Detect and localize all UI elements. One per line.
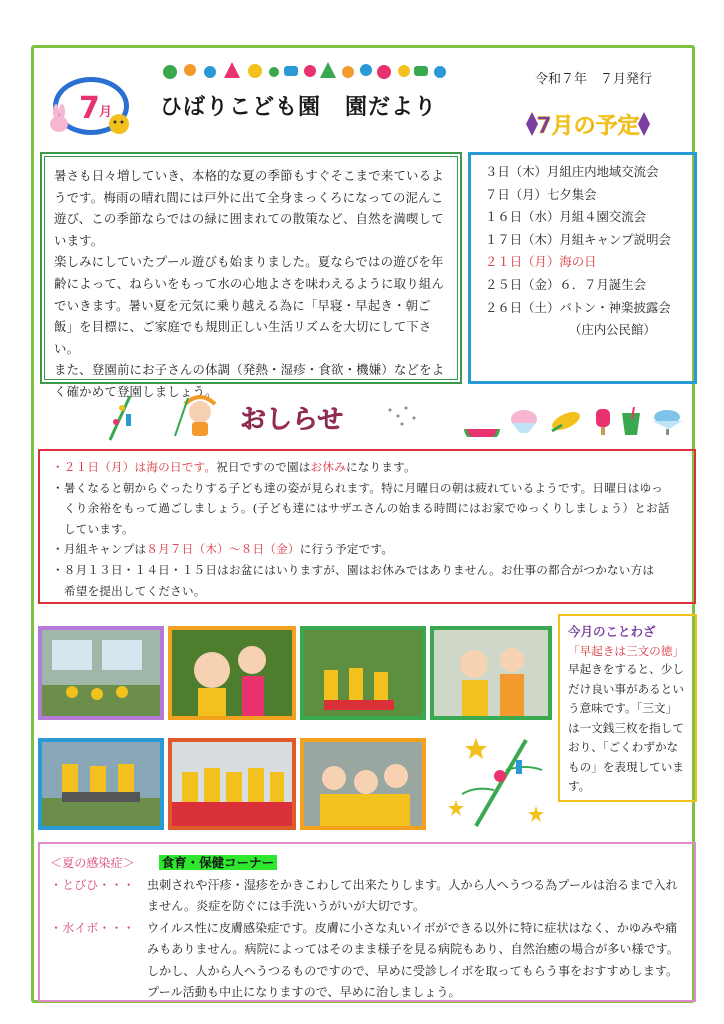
schedule-title-text: 7月の予定 bbox=[536, 114, 640, 139]
proverb-box bbox=[558, 614, 697, 802]
photo-classroom bbox=[38, 626, 164, 720]
popsicle-icon bbox=[596, 409, 610, 435]
notice-text: になります。 bbox=[345, 460, 416, 474]
health-box bbox=[38, 842, 696, 1002]
notice-text: に行う予定です。 bbox=[299, 542, 394, 557]
health-item bbox=[50, 875, 684, 918]
bamboo-icon bbox=[110, 396, 131, 440]
health-heading: ＜夏の感染症＞ bbox=[50, 856, 135, 870]
schedule-item: ３日（木）月組庄内地域交流会 bbox=[485, 164, 659, 179]
proverb-text: 早起きをすると、少しだけ良い事があるという意味です。「三文」は一文銭三枚を指しており、「ごくわずかなもの」を表現しています。 bbox=[568, 662, 684, 793]
notice-line: ・８月１３日・１４日・１５日はお盆にはいりますが、園はお休みではありません。お仕事の都合がつかない方は bbox=[52, 562, 655, 577]
notice-text-red: お休み bbox=[310, 460, 346, 474]
proverb-title: 今月のことわざ bbox=[568, 624, 656, 639]
schedule-item-venue: （庄内公民館） bbox=[569, 322, 656, 338]
tanabata-bamboo bbox=[446, 730, 550, 830]
health-item bbox=[50, 918, 684, 1004]
health-term: ・とびひ・・・ bbox=[50, 877, 135, 892]
photo-outdoor bbox=[300, 626, 426, 720]
watermelon-icon bbox=[494, 770, 506, 782]
notice-text: 祝日ですので園は bbox=[216, 460, 311, 474]
star-icon bbox=[465, 738, 487, 759]
photo-bbq bbox=[38, 738, 164, 830]
schedule-box bbox=[468, 152, 697, 384]
schedule-item: ２５日（金）６．７月誕生会 bbox=[485, 276, 647, 292]
corn-icon bbox=[549, 408, 582, 433]
photo-garden bbox=[168, 626, 296, 720]
health-desc: ウイルス性に皮膚感染症です。皮膚に小さな丸いイボができる以外に特に症状はなく、かゆみや痛みもありません。病院によってはそのまま様子を見る病院もあり、自然治癒の場合が多い様です。しかし、人から人へうつるものですので、早めに受診しイボを取ってもらう事をおすすめします。プール活動も中止になりますので、早めに治しましょう。 bbox=[147, 920, 679, 999]
sundae-icon bbox=[652, 410, 682, 435]
health-corner-label: 食育・保健コーナー bbox=[159, 855, 278, 870]
schedule-item: １６日（水）月組４園交流会 bbox=[485, 209, 647, 225]
health-term: ・水イボ・・・ bbox=[50, 920, 135, 935]
wish-paper-icon bbox=[516, 760, 522, 774]
photo-class bbox=[300, 738, 426, 830]
watermelon-icon bbox=[464, 429, 500, 437]
notice-box bbox=[38, 449, 696, 604]
month-badge bbox=[47, 72, 131, 142]
schedule-title bbox=[522, 104, 654, 144]
photo-cooking bbox=[430, 626, 552, 720]
summer-deco-row bbox=[160, 58, 450, 84]
notice-line: しています。 bbox=[64, 521, 134, 536]
newsletter-title bbox=[160, 90, 437, 121]
intro-paragraph: 楽しみにしていたプール遊びも始まりました。夏ならではの遊びを年齢によって、ねらいをもって水の心地よさを味わえるように取り組んでいきます。暑い夏を元気に乗り越える為に「早寝・早起き・朝ご飯」を目標に、ご家庭でも規則正しい生活リズムを大切にして下さい。 bbox=[54, 254, 445, 356]
drink-icon bbox=[622, 407, 640, 435]
notice-text: ・月組キャンプは bbox=[52, 542, 147, 557]
notice-heading-text: おしらせ bbox=[240, 405, 344, 435]
child-icon bbox=[175, 397, 215, 436]
summer-sweets-row bbox=[462, 405, 687, 437]
notice-heading bbox=[100, 392, 430, 442]
health-desc: 虫刺されや汗疹・湿疹をかきこわして出来たりします。人から人へうつる為プールは治るまで入れません。炎症を防ぐには手洗いうがいが大切です。 bbox=[147, 877, 678, 913]
notice-text-red: ８月７日（木）～８日（金） bbox=[146, 542, 300, 557]
notice-line: ・暑くなると朝からぐったりする子ども達の姿が見られます。特に月曜日の朝は疲れているようです。日曜日はゆっ bbox=[52, 480, 664, 495]
health-header bbox=[50, 852, 684, 875]
intro-box bbox=[40, 152, 462, 399]
intro-paragraph: 暑さも日々増していき、本格的な夏の季節もすぐそこまで来ているようです。梅雨の晴れ間には戸外に出て全身まっくろになっての泥んこ遊び、この季節ならではの緑に囲まれての散策など、自然を満喫しています。 bbox=[54, 168, 444, 248]
schedule-item: １７日（木）月組キャンプ説明会 bbox=[485, 231, 671, 247]
svg-text:月: 月 bbox=[99, 105, 113, 120]
photo-group bbox=[168, 738, 296, 830]
svg-text:7: 7 bbox=[79, 91, 100, 126]
sparkle-icon bbox=[389, 407, 416, 426]
intro-paragraph: また、登園前にお子さんの体調（発熱・湿疹・食欲・機嫌）などをよく確かめて登園しましょう。 bbox=[54, 362, 445, 399]
star-icon bbox=[448, 800, 464, 816]
schedule-item: ７日（月）七夕集会 bbox=[485, 186, 597, 202]
notice-line: 希望を提出してください。 bbox=[64, 583, 206, 598]
schedule-item-holiday: ２１日（月）海の日 bbox=[485, 254, 597, 270]
notice-line: くり余裕をもって過ごしましょう。(子ども達にはサザエさんの始まる時間にはお家でゆっくりしましょう）とお話 bbox=[64, 501, 670, 516]
schedule-item: ２６日（土）バトン・神楽披露会 bbox=[485, 299, 671, 315]
notice-item bbox=[52, 539, 684, 560]
school-name: ひばりこども園 bbox=[160, 95, 322, 120]
notice-text-red: ・２１日（月）は海の日です。 bbox=[52, 460, 217, 474]
issue-date: 令和７年 ７月発行 bbox=[535, 72, 653, 87]
notice-item bbox=[52, 457, 684, 478]
proverb-name: 「早起きは三文の徳」 bbox=[568, 644, 684, 658]
star-icon bbox=[528, 806, 544, 822]
shaved-ice-icon bbox=[511, 410, 537, 433]
newsletter-name: 園だより bbox=[345, 95, 438, 120]
